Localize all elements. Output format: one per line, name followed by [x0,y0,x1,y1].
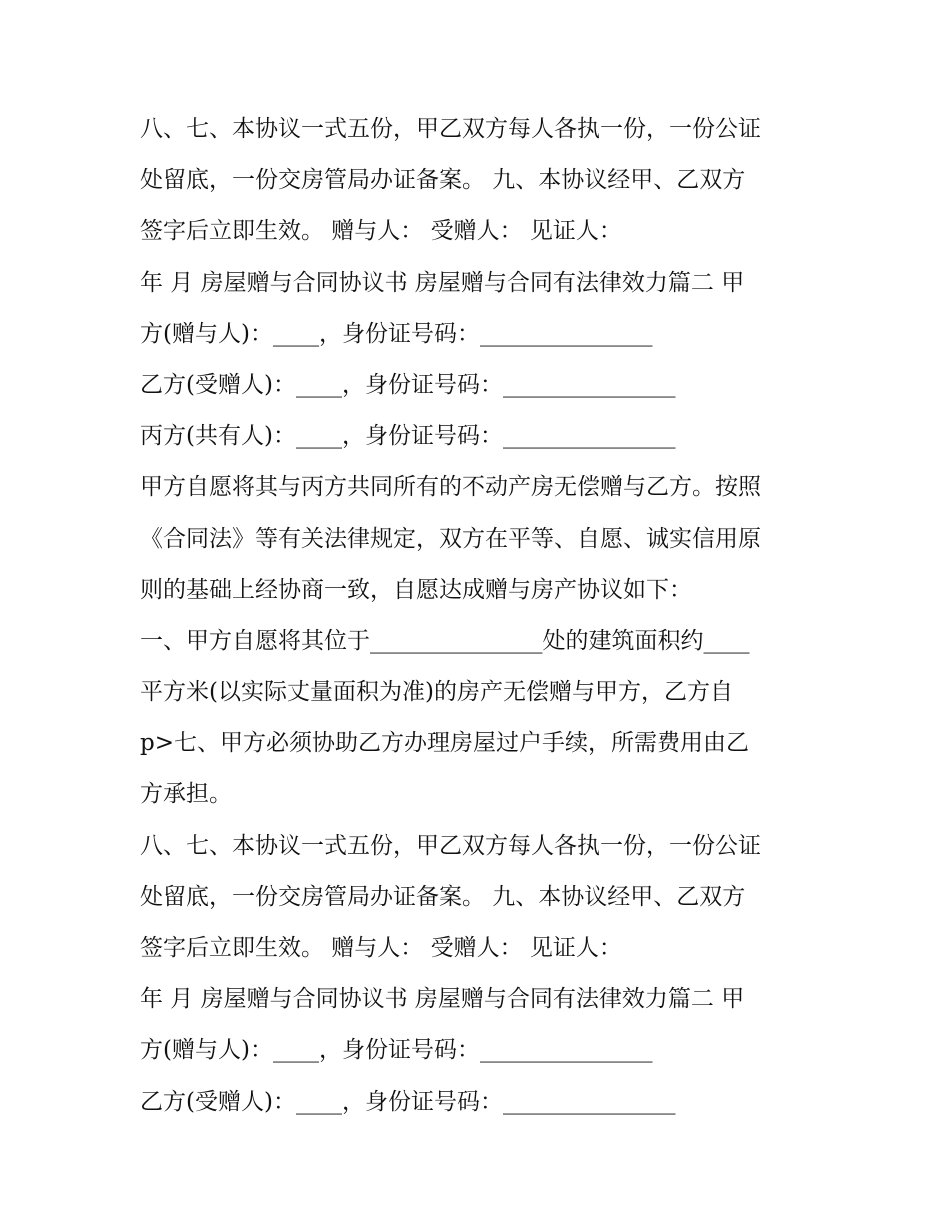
text-line: 年 月 房屋赠与合同协议书 房屋赠与合同有法律效力篇二 甲 [140,986,745,1013]
text-line: 签字后立即生效。 赠与人： 受赠人： 见证人： [140,218,622,245]
text-line: 甲方自愿将其与丙方共同所有的不动产房无偿赠与乙方。按照 [140,474,761,501]
text-line: 方(赠与人)：____，身份证号码：_______________ [140,320,653,347]
text-line: 方承担。 [140,781,232,808]
text-line: 《合同法》等有关法律规定，双方在平等、自愿、诚实信用原 [140,525,761,552]
text-line: 签字后立即生效。 赠与人： 受赠人： 见证人： [140,935,622,961]
text-line: p>七、甲方必须协助乙方办理房屋过户手续，所需费用由乙 [140,730,749,757]
text-line: 年 月 房屋赠与合同协议书 房屋赠与合同有法律效力篇二 甲 [140,269,745,296]
text-line: 则的基础上经协商一致，自愿达成赠与房产协议如下： [140,576,692,603]
text-line: 八、七、本协议一式五份，甲乙双方每人各执一份，一份公证 [140,116,761,142]
document-body [140,104,820,1128]
text-line: 丙方(共有人)：____，身份证号码：_______________ [140,423,676,450]
text-line: 平方米(以实际丈量面积为准)的房产无偿赠与甲方，乙方自 [140,679,733,706]
text-line: 乙方(受赠人)：____，身份证号码：_______________ [140,1088,676,1115]
text-line: 一、甲方自愿将其位于_______________处的建筑面积约____ [140,627,750,654]
text-line: 处留底，一份交房管局办证备案。 九、本协议经甲、乙双方 [140,167,746,194]
text-line: 方(赠与人)：____，身份证号码：_______________ [140,1037,653,1064]
text-line: 八、七、本协议一式五份，甲乙双方每人各执一份，一份公证 [140,832,761,859]
text-line: 处留底，一份交房管局办证备案。 九、本协议经甲、乙双方 [140,883,746,910]
text-line: 乙方(受赠人)：____，身份证号码：_______________ [140,371,676,398]
